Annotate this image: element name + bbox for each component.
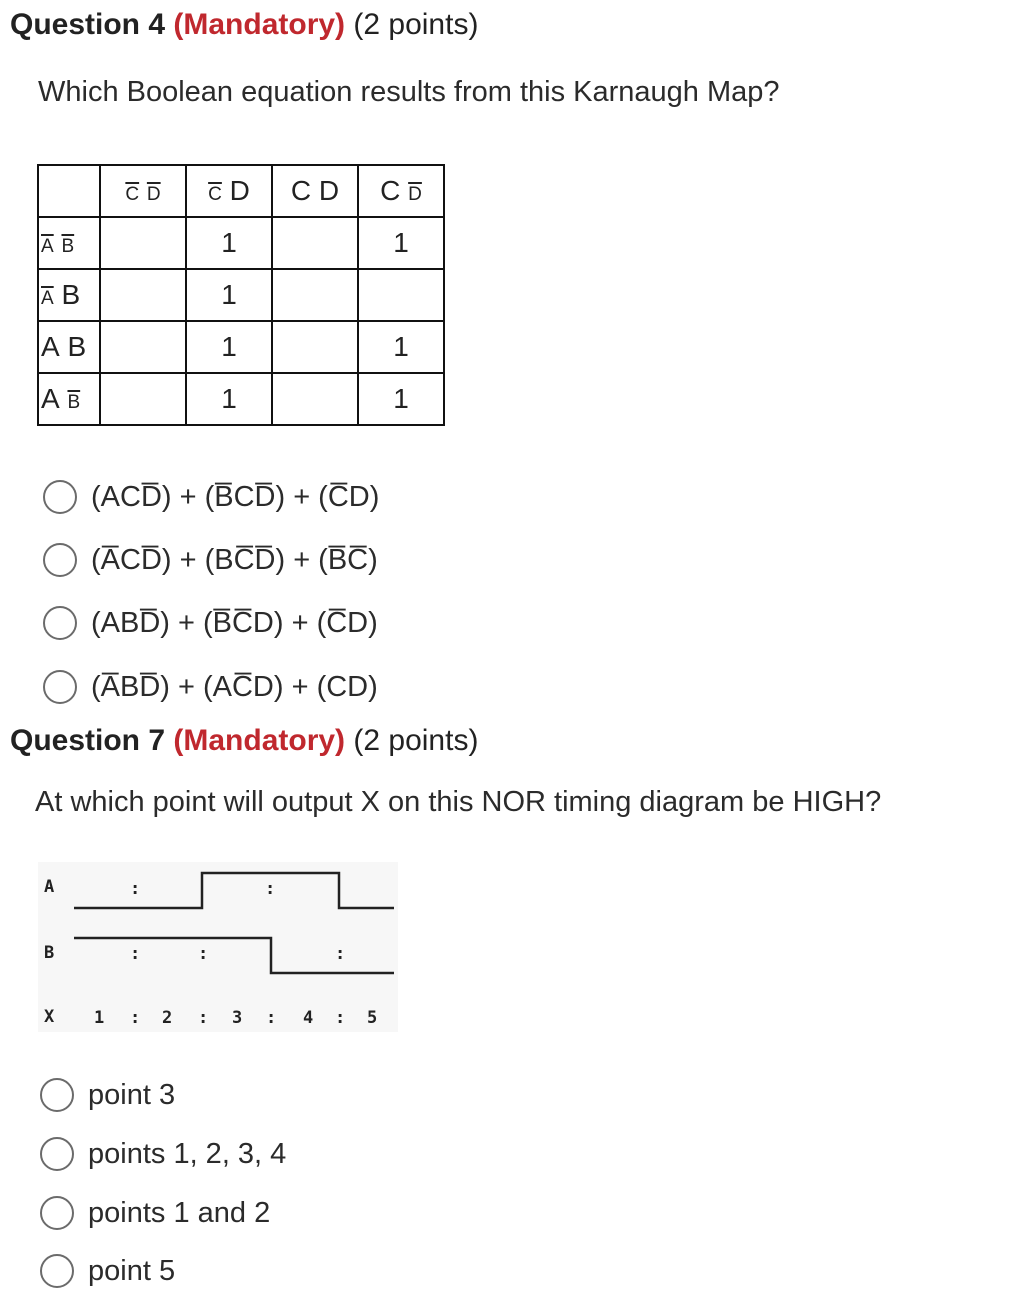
question-7-title — [10, 724, 478, 758]
option-label: (ACD̅) + (B̅CD̅) + (C̅D) — [91, 480, 380, 513]
point-3-label: 3 — [232, 1008, 243, 1028]
signal-b-waveform — [74, 938, 394, 973]
kmap-cell: 1 — [186, 269, 272, 321]
kmap-cell: 1 — [358, 321, 444, 373]
point-2-label: 2 — [162, 1008, 173, 1028]
kmap-cell: 1 — [186, 373, 272, 425]
kmap-cell — [272, 217, 358, 269]
option-label: points 1 and 2 — [88, 1196, 271, 1229]
kmap-cell: 1 — [358, 373, 444, 425]
radio-button[interactable] — [43, 606, 77, 640]
divider-colon: : — [130, 1008, 141, 1028]
divider-colon: : — [130, 944, 141, 964]
signal-a-label: A — [44, 877, 55, 897]
q7-option-2[interactable] — [40, 1137, 286, 1171]
q4-option-1[interactable] — [43, 480, 379, 514]
radio-button[interactable] — [43, 543, 77, 577]
q7-option-4[interactable] — [40, 1254, 175, 1288]
kmap-cell — [100, 269, 186, 321]
question-4-title — [10, 8, 478, 42]
divider-colon: : — [266, 1008, 277, 1028]
kmap-cell — [272, 269, 358, 321]
kmap-row-header: $\overline{A}$ $\overline{B}$ — [38, 217, 100, 269]
mandatory-label: (Mandatory) — [173, 8, 346, 41]
kmap-cell — [100, 217, 186, 269]
option-label: points 1, 2, 3, 4 — [88, 1137, 287, 1170]
point-1-label: 1 — [94, 1008, 105, 1028]
mandatory-label: (Mandatory) — [173, 724, 346, 757]
signal-b-label: B — [44, 943, 55, 963]
option-label: point 5 — [88, 1254, 176, 1287]
q4-option-2[interactable] — [43, 543, 378, 577]
divider-colon: : — [198, 1008, 209, 1028]
points-label: (2 points) — [353, 724, 479, 757]
option-label: point 3 — [88, 1078, 176, 1111]
divider-colon: : — [335, 1008, 346, 1028]
option-label: (ABD̅) + (B̅C̅D) + (C̅D) — [91, 606, 378, 639]
q4-option-4[interactable] — [43, 670, 378, 704]
timing-diagram-svg — [38, 862, 398, 1032]
kmap-row-header: A B — [38, 321, 100, 373]
signal-x-label: X — [44, 1007, 55, 1027]
radio-button[interactable] — [40, 1196, 74, 1230]
point-5-label: 5 — [367, 1008, 378, 1028]
q7-option-3[interactable] — [40, 1196, 270, 1230]
divider-colon: : — [130, 879, 141, 899]
points-label: (2 points) — [353, 8, 479, 41]
kmap-corner — [38, 165, 100, 217]
kmap-cell: 1 — [186, 321, 272, 373]
question-number: Question 4 — [10, 8, 166, 41]
radio-button[interactable] — [43, 670, 77, 704]
radio-button[interactable] — [40, 1254, 74, 1288]
radio-button[interactable] — [40, 1137, 74, 1171]
karnaugh-map — [37, 164, 445, 426]
kmap-col-header: C D — [272, 165, 358, 217]
q7-option-1[interactable] — [40, 1078, 175, 1112]
radio-button[interactable] — [40, 1078, 74, 1112]
kmap-col-header: $\overline{C}$ D — [186, 165, 272, 217]
nor-timing-diagram — [38, 862, 398, 1032]
point-4-label: 4 — [303, 1008, 314, 1028]
option-label: (A̅BD̅) + (AC̅D) + (CD) — [91, 670, 378, 703]
question-number: Question 7 — [10, 724, 166, 757]
signal-a-waveform — [74, 873, 394, 908]
divider-colon: : — [198, 944, 209, 964]
kmap-row-header: A $\overline{B}$ — [38, 373, 100, 425]
option-label: (A̅CD̅) + (BC̅D̅) + (B̅C̅) — [91, 543, 378, 576]
kmap-col-header: C $\overline{D}$ — [358, 165, 444, 217]
kmap-col-header: $\overline{C}$ $\overline{D}$ — [100, 165, 186, 217]
kmap-cell — [358, 269, 444, 321]
divider-colon: : — [335, 944, 346, 964]
kmap-cell: 1 — [186, 217, 272, 269]
q4-option-3[interactable] — [43, 606, 378, 640]
kmap-cell — [272, 321, 358, 373]
kmap-cell: 1 — [358, 217, 444, 269]
kmap-cell — [100, 373, 186, 425]
kmap-cell — [272, 373, 358, 425]
divider-colon: : — [265, 879, 276, 899]
radio-button[interactable] — [43, 480, 77, 514]
kmap-row-header: $\overline{A}$ B — [38, 269, 100, 321]
question-7-text: At which point will output X on this NOR timing diagram be HIGH? — [35, 786, 882, 818]
kmap-cell — [100, 321, 186, 373]
question-4-text: Which Boolean equation results from this Karnaugh Map? — [38, 76, 780, 108]
